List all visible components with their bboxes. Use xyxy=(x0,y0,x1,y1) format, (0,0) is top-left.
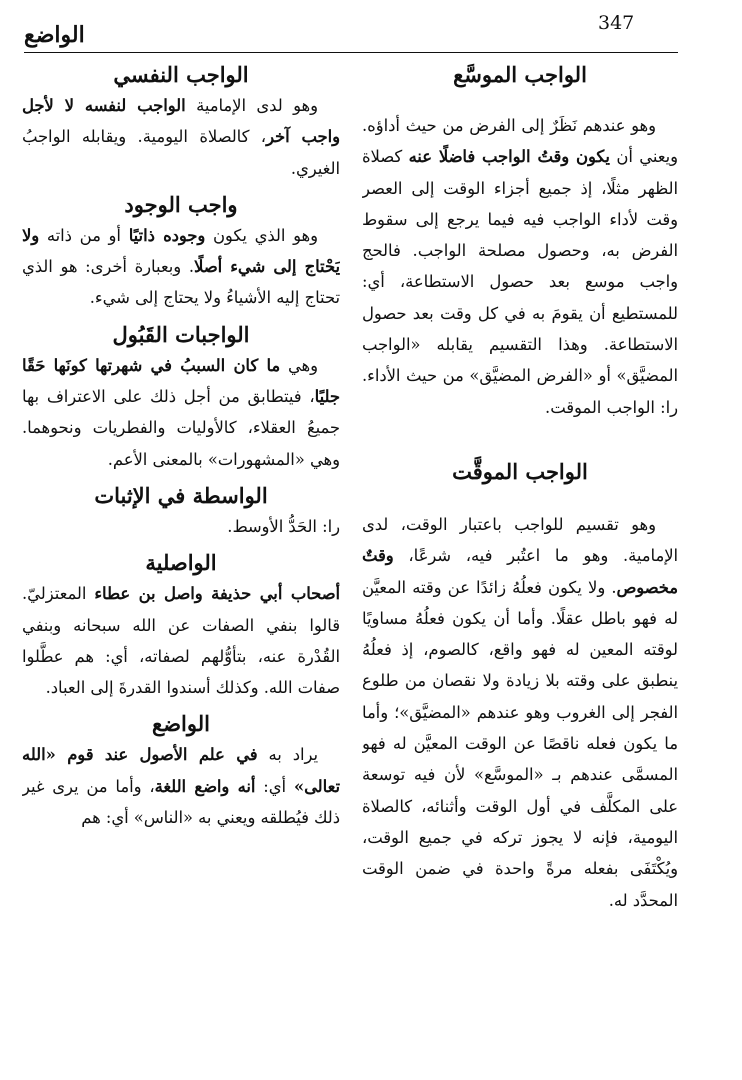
bold-term: أصحاب أبي حذيفة واصل بن عطاء xyxy=(94,584,340,604)
text-run: وهو تقسيم للواجب باعتبار الوقت، لدى الإمامية. وهو ما اعتُبر فيه، شرعًا، xyxy=(362,514,678,566)
text-run: أي: xyxy=(255,776,294,796)
bold-term: في علم الأصول عند قوم «الله تعالى» xyxy=(22,745,340,796)
entry-title: الواسطة في الإثبات xyxy=(94,482,268,508)
entry-title: واجب الوجود xyxy=(124,191,238,217)
entry-title: الواضع xyxy=(152,711,210,737)
text-run: وهو الذي يكون xyxy=(205,225,318,245)
entry-title: الواصلية xyxy=(145,550,217,576)
text-run: كصلاة الظهر مثلًا، إذ جميع أجزاء الوقت إلى العصر وقت لأداء الواجب فيه فيما يرجع إلى سقوط الفرض به، وحصول مصلحة الواجب. فالحج واجب موسع بعد حصول الاستطاعة، أي: للمستطيع أن يقومَ به في كل وقت بعد حصول الاستطاعة. وهذا التقسيم يقابله «الواجب المضيَّق» أو «الفرض المضيَّق» من حيث الأداء. را: الواجب الموقت. xyxy=(362,147,678,417)
bold-term: وجوده ذاتيًا xyxy=(128,225,206,245)
bold-term: الواجب لنفسه لا لأجل واجب آخر xyxy=(22,96,340,147)
text-run: ، وأما من يرى غير ذلك فيُطلقه ويعني به «الناس» أي: هم xyxy=(22,776,340,828)
entry-paragraph xyxy=(22,350,340,475)
bold-term: وقتٌ مخصوص xyxy=(362,546,678,597)
text-run: ، فيتطابق من أجل ذلك على الاعتراف بها جميعُ العقلاء، كالأوليات والفطريات ونحوهما. وهي «المشهورات» بالمعنى الأعم. xyxy=(22,387,340,469)
bold-term: ما كان السببُ في شهرتها كونَها حَقًا جليًا xyxy=(22,355,340,407)
text-run: وهو لدى الإمامية xyxy=(185,96,318,115)
text-run: . وبعبارة أخرى: هو الذي تحتاج إليه الأشياءُ ولا يحتاج إلى شيء. xyxy=(22,257,340,308)
entry-paragraph xyxy=(22,220,340,314)
text-run: وهي xyxy=(280,355,318,375)
entry-title: الواجبات القَبُول xyxy=(112,321,250,347)
text-run: المعتزليّ. قالوا بنفي الصفات عن الله سبحانه وبنفي القُدْرة عنه، بتأوُّلهم لصفاته، أي: هم عطَّلوا صفات الله. وكذلك أسندوا القدرةَ إلى العباد. xyxy=(22,584,340,698)
right-column xyxy=(362,56,678,1066)
entry-title: الواجب الموقَّت xyxy=(452,458,588,484)
entry-paragraph xyxy=(22,90,340,184)
page-number: 347 xyxy=(598,12,635,34)
text-run: . ولا يكون فعلُهُ زائدًا عن وقته المعيَّن له فهو باطل عقلًا. وأما أن يكون فعلُهُ مساويًا لوقته المعين له فهو واقع، كالصوم، إذ فعلُهُ ينطبق على وقته بلا زيادة ولا نقصان من طلوع الفجر إلى الغروب وهو عندهم «المضيَّق»؛ وأما ما يكون فعله ناقصًا عن الوقت المعيَّن له فهو المسمَّى عندهم بـ «الموسَّع» لأن فيه توسعة على المكلَّف في أول الوقت وأثنائه، كالصلاة اليومية، فإنه لا يجوز تركه في جميع الوقت، ويُكْتَفَى بفعله مرةً واحدة في ضمن الوقت المحدَّد له. xyxy=(362,577,678,910)
entry-title: الواجب النفسي xyxy=(113,62,249,87)
entry-paragraph xyxy=(22,739,340,833)
entry-paragraph: را: الحَدُّ الأوسط. xyxy=(227,516,340,536)
entry-paragraph xyxy=(362,110,678,423)
bold-term: يكون وقتُ الواجب فاضلًا عنه xyxy=(408,147,610,167)
entry-paragraph xyxy=(22,578,340,703)
text-run: ، كالصلاة اليومية. ويقابله الواجبُ الغيري. xyxy=(22,127,340,178)
text-run: أو من ذاته xyxy=(39,225,129,245)
text-run: يراد به xyxy=(257,745,318,765)
entry-paragraph xyxy=(362,509,678,916)
header-rule xyxy=(24,52,678,53)
running-header-word: الواضع xyxy=(24,22,85,48)
bold-term: أنه واضع اللغة xyxy=(154,776,256,796)
bold-term: ولا يَحْتاج إلى شيء أصلًا xyxy=(22,225,340,277)
left-column xyxy=(22,56,340,1066)
entry-title: الواجب الموسَّع xyxy=(453,62,587,87)
text-run: وهو عندهم نَظَرٌ إلى الفرض من حيث أداؤه. ويعني أن xyxy=(362,116,678,167)
